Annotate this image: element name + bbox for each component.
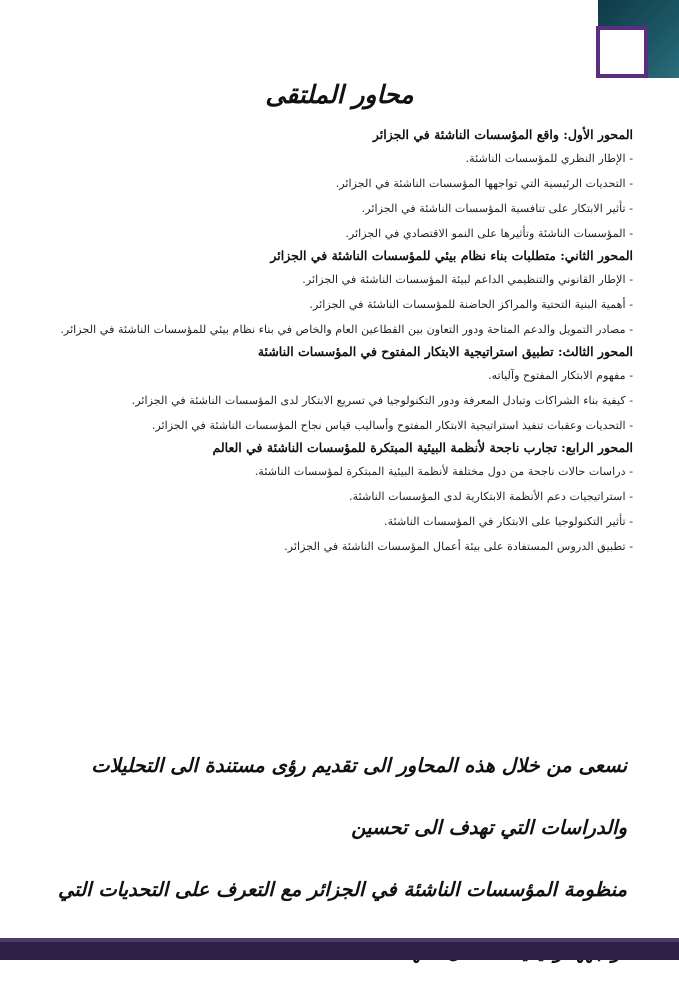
axis-heading-2: المحور الثاني: متطلبات بناء نظام بيئي للمؤسسات الناشئة في الجزائر [270,248,633,263]
axes-list [43,122,633,558]
closing-line-1: نسعى من خلال هذه المحاور الى تقديم رؤى مستندة الى التحليلات والدراسات التي تهدف الى تحسين [91,754,627,839]
axis-3-item: - مفهوم الابتكار المفتوح وآلياته. [488,369,633,382]
axis-1-item: - الإطار النظري للمؤسسات الناشئة. [465,152,633,165]
axis-1-item: - تأثير الابتكار على تنافسية المؤسسات الناشئة في الجزائر. [361,202,633,215]
axis-heading-4: المحور الرابع: تجارب ناجحة لأنظمة البيئية المبتكرة للمؤسسات الناشئة في العالم [212,440,633,455]
axis-heading-3: المحور الثالث: تطبيق استراتيجية الابتكار المفتوح في المؤسسات الناشئة [257,344,633,359]
axis-heading-1: المحور الأول: واقع المؤسسات الناشئة في الجزائر [372,127,633,142]
axis-1-item: - المؤسسات الناشئة وتأثيرها على النمو الاقتصادي في الجزائر. [345,227,633,240]
axis-4-item: - تأثير التكنولوجيا على الابتكار في المؤسسات الناشئة. [384,515,633,528]
corner-frame [596,26,648,78]
axis-4-item: - تطبيق الدروس المستفادة على بيئة أعمال المؤسسات الناشئة في الجزائر. [284,540,633,553]
axis-4-item: - استراتيجيات دعم الأنظمة الابتكارية لدى المؤسسات الناشئة. [349,490,633,503]
footer-bar [0,938,679,960]
page-title: محاور الملتقى [265,80,414,109]
axis-2-item: - مصادر التمويل والدعم المتاحة ودور التعاون بين القطاعين العام والخاص في بناء نظام بيئي للمؤسسات الناشئة في الجزائر. [60,323,633,336]
axis-4-item: - دراسات حالات ناجحة من دول مختلفة لأنظمة البيئية المبتكرة لمؤسسات الناشئة. [254,465,633,478]
axis-3-item: - التحديات وعقبات تنفيذ استراتيجية الابتكار المفتوح وأساليب قياس نجاح المؤسسات الناشئة في الجزائر. [151,419,633,432]
axis-2-item: - أهمية البنية التحتية والمراكز الحاضنة للمؤسسات الناشئة في الجزائر. [309,298,633,311]
axis-3-item: - كيفية بناء الشراكات وتبادل المعرفة ودور التكنولوجيا في تسريع الابتكار لدى المؤسسات الناشئة في الجزائر. [131,394,633,407]
axis-1-item: - التحديات الرئيسية التي تواجهها المؤسسات الناشئة في الجزائر. [335,177,633,190]
closing-line-2: منظومة المؤسسات الناشئة في الجزائر مع التعرف على التحديات التي [58,878,627,901]
axis-2-item: - الإطار القانوني والتنظيمي الداعم لبيئة المؤسسات الناشئة في الجزائر. [302,273,633,286]
